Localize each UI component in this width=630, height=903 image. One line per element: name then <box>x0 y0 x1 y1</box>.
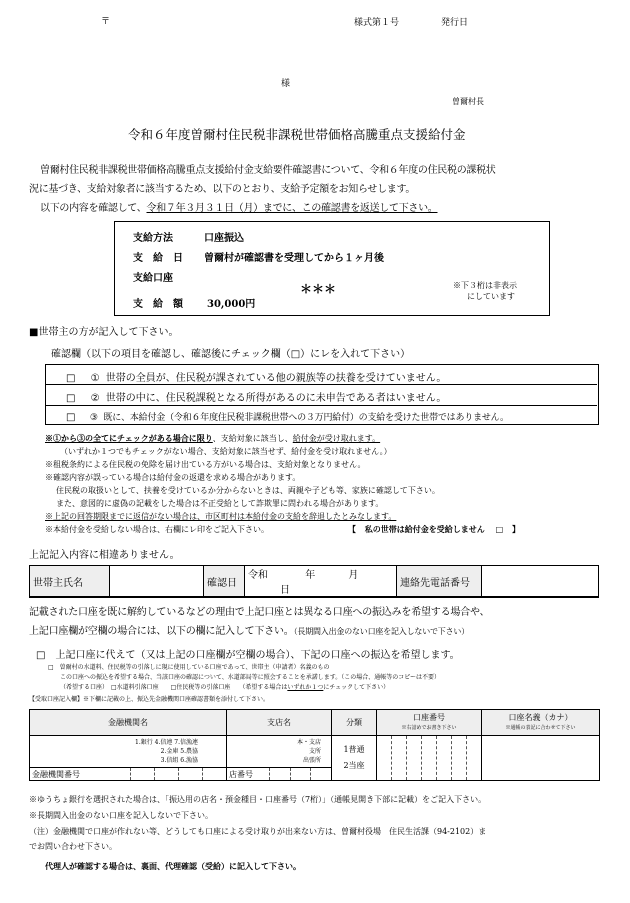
bank-account-table <box>29 709 600 781</box>
branch-name-field[interactable] <box>227 736 332 768</box>
year-label: 年 <box>305 570 316 581</box>
note-1 <box>45 433 380 444</box>
code-cell[interactable] <box>178 768 202 780</box>
footer-note-2: ※長期間入出金のない口座を記入しないで下さい。 <box>29 811 213 820</box>
check-item-2[interactable] <box>66 389 446 404</box>
account-number-header <box>377 710 482 736</box>
digit-cell[interactable] <box>406 736 421 780</box>
bracket-close: 】 <box>511 524 520 534</box>
payment-account-value: ＊＊＊ <box>300 282 337 296</box>
phone-label: 連絡先電話番号 <box>397 566 482 597</box>
digit-cell[interactable] <box>391 736 406 780</box>
note-2: ※租税条約による住民税の免除を届け出ている方がいる場合は、支給対象となりません。 <box>45 460 366 469</box>
digit-cell[interactable] <box>421 736 436 780</box>
branch-types-1: 本・支店 <box>296 739 321 746</box>
code-cell[interactable] <box>310 768 331 780</box>
other-account-para-1: 記載された口座を既に解約しているなどの理由で上記口座とは異なる口座への振込みを希望する場合や、 <box>29 607 490 618</box>
payment-account-label: 支給口座 <box>133 273 173 284</box>
branch-types-2: 支所 <box>308 748 321 755</box>
account-number-header-label: 口座番号 <box>413 712 445 722</box>
checkbox-icon[interactable]: □ <box>66 412 76 423</box>
recipient-honorific: 様 <box>281 79 291 89</box>
check-item-text: 既に、本給付金（令和６年度住民税非課税世帯への３万円給付）の支給を受けた世帯ではありません。 <box>103 413 509 423</box>
form-number: 様式第１号 <box>354 18 400 28</box>
account-holder-header-label: 口座名義（カナ） <box>508 712 573 722</box>
day-label: 日 <box>280 585 290 596</box>
account-type-1[interactable]: 1普通 <box>343 745 365 754</box>
account-holder-header-note: ※通帳の表記に合わせて下さい <box>505 724 576 731</box>
branch-types-3: 出張所 <box>302 757 321 764</box>
note-5: ※本給付金を受給しない場合は、右欄にレ印をご記入下さい。 <box>45 525 269 534</box>
footer-note-3b: でお問い合わせ下さい。 <box>29 842 117 851</box>
account-note-1: ※下３桁は非表示 <box>453 281 517 290</box>
digit-cell[interactable] <box>377 736 391 780</box>
checkbox-icon[interactable]: □ <box>66 393 76 404</box>
decline-checkbox-icon[interactable]: □ <box>495 524 504 534</box>
confirm-statement: 上記記入内容に相違ありません。 <box>29 550 180 561</box>
code-cell[interactable] <box>154 768 178 780</box>
check-item-text: 世帯の中に、住民税課税となる所得があるのに未申告である者はいません。 <box>105 393 447 404</box>
digit-cell[interactable] <box>436 736 451 780</box>
note-1-underlined: 給付金が受け取れます。 <box>292 434 381 443</box>
bank-name-field[interactable] <box>30 736 227 768</box>
issuer: 曽爾村長 <box>452 97 484 106</box>
note-3c: また、意図的に虚偽の記載をした場合は不正受給として詐欺罪に問われる場合があります。 <box>56 499 384 508</box>
check-item-number: ③ <box>89 413 98 423</box>
footer-note-1: ※ゆうちょ銀行を選択された場合は、「振込用の店名・預金種目・口座番号（7桁）」（通帳見開き下部に記載）をご記入下さい。 <box>29 795 487 804</box>
other-account-para-2 <box>29 622 469 637</box>
water-account-consent: この口座への振込を希望する場合、当該口座の確認について、水道部局等に照会することを承諾します。（この場合、通帳等のコピーは不要） <box>60 674 441 681</box>
confirm-date-field[interactable] <box>245 566 397 597</box>
code-cell[interactable] <box>269 768 290 780</box>
code-cell[interactable] <box>130 768 154 780</box>
payment-amount-label: 支 給 額 <box>133 299 183 310</box>
intro-line-3-prefix: 以下の内容を確認して、 <box>40 203 147 214</box>
page-title: 令和６年度曽爾村住民税非課税世帯価格高騰重点支援給付金 <box>128 127 466 142</box>
receive-account-title: 【受取口座記入欄】 <box>29 696 84 703</box>
receive-account-note: ※下欄に記載の上、振込先金融機関口座確認書類を添付して下さい。 <box>83 696 270 703</box>
bank-code-row[interactable] <box>30 768 227 781</box>
account-number-field[interactable] <box>377 736 482 781</box>
issue-date-label: 発行日 <box>441 18 469 28</box>
branch-code-row[interactable] <box>227 768 332 781</box>
account-note-2: にしています <box>467 292 515 301</box>
account-type-header: 分類 <box>332 710 377 736</box>
intro-line-3 <box>40 199 438 214</box>
branch-name-header: 支店名 <box>227 710 332 736</box>
receive-account-heading <box>29 694 269 703</box>
check-item-1[interactable] <box>66 369 446 384</box>
other-account-para-2-main: 上記口座欄が空欄の場合には、以下の欄に記入して下さい。 <box>29 626 294 637</box>
footer-proxy-note: 代理人が確認する場合は、裏面、代理確認（受給）に記入して下さい。 <box>45 861 301 871</box>
branch-code-label: 店番号 <box>229 769 253 779</box>
payment-method-label: 支給方法 <box>133 233 173 244</box>
note-3: ※確認内容が誤っている場合は給付金の返還を求める場合があります。 <box>45 473 301 482</box>
alt-account-check[interactable]: □ 上記口座に代えて（又は上記の口座欄が空欄の場合）、下記の口座への振込を希望します。 <box>36 650 460 661</box>
account-holder-header <box>482 710 600 736</box>
check-item-number: ① <box>90 373 100 384</box>
payment-method-value: 口座振込 <box>204 233 244 244</box>
confirm-date-label: 確認日 <box>204 566 245 597</box>
bank-types-2: 2.金庫 5.農協 <box>160 748 198 755</box>
householder-name-label: 世帯主氏名 <box>30 566 110 597</box>
check-item-3[interactable] <box>66 410 509 423</box>
bank-name-header: 金融機関名 <box>30 710 227 736</box>
preferred-account-emphasis: いずれか１つ <box>287 684 324 691</box>
preferred-account-choices[interactable]: （希望する口座） □水道料引落口座 □住民税等の引落口座 （希望する場合はいずれか１つにチェックして下さい） <box>60 684 390 691</box>
phone-field[interactable] <box>482 566 599 597</box>
era-label: 令和 <box>248 570 268 581</box>
payment-date-value: 曽爾村が確認書を受理してから１ヶ月後 <box>204 253 384 264</box>
check-item-text: 世帯の全員が、住民税が課されている他の親族等の扶養を受けていません。 <box>105 373 447 384</box>
account-number-header-note: ※右詰めでお書き下さい <box>401 724 457 731</box>
account-holder-field[interactable] <box>482 736 600 781</box>
water-account-option[interactable]: □ 曽爾村の水道料、住民税等の引落しに現に使用している口座であって、世帯主（申請者）名義のもの <box>48 664 330 671</box>
digit-cell[interactable] <box>466 736 481 780</box>
intro-line-1: 曽爾村住民税非課税世帯価格高騰重点支援給付金支給要件確認書について、令和６年度の住民税の課税状 <box>40 165 496 176</box>
bank-code-label: 金融機関番号 <box>32 769 80 779</box>
householder-heading: ■世帯主の方が記入して下さい。 <box>29 327 179 338</box>
bank-types-3: 3.信組 6.漁協 <box>160 757 198 764</box>
digit-cell[interactable] <box>451 736 466 780</box>
decline-option[interactable] <box>348 524 520 535</box>
postal-mark: 〒 <box>101 17 111 27</box>
bracket-open: 【 <box>348 524 356 534</box>
note-3b: 住民税の取扱いとして、扶養を受けているか分からないときは、両親や子ども等、家族に確認して下さい。 <box>56 486 440 495</box>
bank-types-1: 1.銀行 4.信連 7.信漁連 <box>135 739 198 746</box>
account-type-field[interactable] <box>332 736 377 781</box>
checkbox-icon[interactable]: □ <box>66 373 76 384</box>
section-divider <box>29 597 599 598</box>
check-item-number: ② <box>90 393 100 404</box>
footer-note-3a: （注）金融機関で口座が作れない等、どうしても口座による受け取りが出来ない方は、曽爾村役場 住民生活課（94-2102）ま <box>29 827 487 836</box>
code-cell[interactable] <box>290 768 311 780</box>
payment-date-label: 支 給 日 <box>133 253 183 264</box>
check-heading: 確認欄（以下の項目を確認し、確認後にチェック欄（□）にレを入れて下さい） <box>51 349 411 360</box>
note-1-emphasis: ※①から③の全てにチェックがある場合に限り <box>45 433 213 443</box>
code-cell[interactable] <box>202 768 226 780</box>
note-4: ※上記の回答期限までに返信がない場合は、市区町村は本給付金の支給を辞退したとみなします。 <box>45 512 397 521</box>
decline-text: 私の世帯は給付金を受給しません <box>364 524 485 534</box>
signature-table <box>29 565 599 597</box>
intro-line-2: 況に基づき、支給対象者に該当するため、以下のとおり、支給予定額をお知らせします。 <box>29 184 416 195</box>
householder-name-field[interactable] <box>110 566 204 597</box>
account-type-2[interactable]: 2当座 <box>343 761 365 770</box>
other-account-para-2-note: （長期間入出金のない口座を記入しないで下さい） <box>293 627 470 636</box>
month-label: 月 <box>348 570 359 581</box>
payment-amount-value: 30,000円 <box>207 299 256 310</box>
note-1b: （いずれか１つでもチェックがない場合、支給対象に該当せず、給付金を受け取れません。） <box>60 447 392 456</box>
note-1-middle: 、支給対象に該当し、 <box>212 434 293 443</box>
deadline-text: 令和７年３月３１日（月）までに、この確認書を返送して下さい。 <box>146 203 438 214</box>
